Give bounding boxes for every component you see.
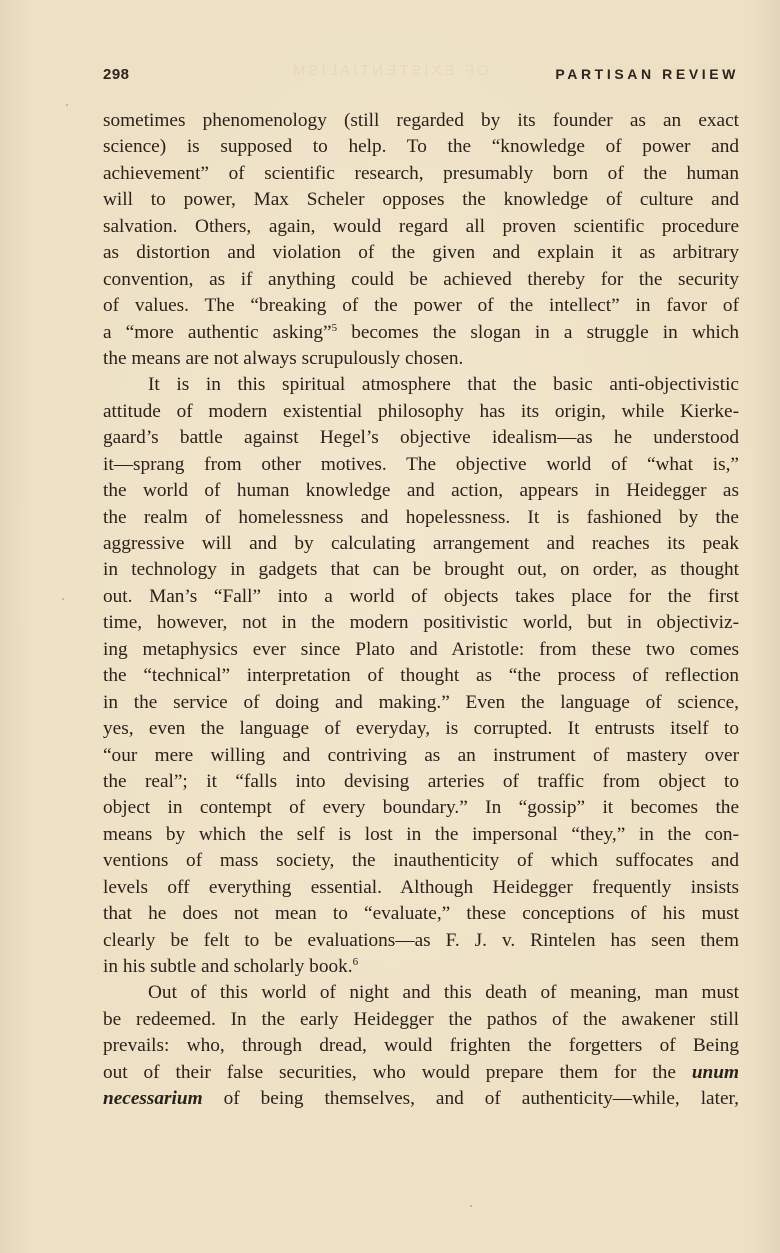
text-line: the world of human knowledge and action, appears in Heidegger as xyxy=(103,480,739,502)
text-line xyxy=(103,320,739,346)
paper-speck xyxy=(62,598,64,600)
text-line xyxy=(103,1086,739,1112)
text-line: convention, as if anything could be achieved thereby for the security xyxy=(103,268,739,290)
text-segment: becomes the slogan in a struggle in which xyxy=(337,321,739,343)
text-line: ing metaphysics ever since Plato and Aristotle: from these two comes xyxy=(103,638,739,660)
text-line: in technology in gadgets that can be brought out, on order, as thought xyxy=(103,559,739,581)
text-line: means by which the self is lost in the impersonal “they,” in the con- xyxy=(103,823,739,845)
text-line: achievement” of scientific research, presumably born of the human xyxy=(103,162,739,184)
text-line: as distortion and violation of the given and explain it as arbitrary xyxy=(103,242,739,264)
body-text xyxy=(103,108,739,1113)
paragraph-start-line: It is in this spiritual atmosphere that the basic anti-objectivistic xyxy=(148,374,739,396)
text-line: of values. The “breaking of the power of the intellect” in favor of xyxy=(103,295,739,317)
paper-speck xyxy=(66,104,68,106)
italic-term: necessarium xyxy=(103,1088,203,1110)
text-line: salvation. Others, again, would regard all proven scientific procedure xyxy=(103,215,739,237)
text-line: be redeemed. In the early Heidegger the pathos of the awakener still xyxy=(103,1008,739,1030)
text-line: out. Man’s “Fall” into a world of objects takes place for the first xyxy=(103,585,739,607)
page-header xyxy=(103,66,739,86)
footnote-ref-5: 5 xyxy=(331,321,338,334)
text-line xyxy=(103,1060,739,1086)
paragraph-start-line: Out of this world of night and this death of meaning, man must xyxy=(148,982,739,1004)
text-line: levels off everything essential. Although Heidegger frequently insists xyxy=(103,876,739,898)
text-line: clearly be felt to be evaluations—as F. J. v. Rintelen has seen them xyxy=(103,929,739,951)
text-line: in the service of doing and making.” Even the language of science, xyxy=(103,691,739,713)
paper-speck xyxy=(470,1205,472,1207)
text-line: the realm of homelessness and hopelessness. It is fashioned by the xyxy=(103,506,739,528)
text-segment: out of their false securities, who would prepare them for the xyxy=(103,1061,676,1083)
text-line: will to power, Max Scheler opposes the knowledge of culture and xyxy=(103,189,739,211)
text-line: the “technical” interpretation of thought as “the process of reflection xyxy=(103,665,739,687)
text-line: aggressive will and by calculating arrangement and reaches its peak xyxy=(103,533,739,554)
text-line: gaard’s battle against Hegel’s objective idealism—as he understood xyxy=(103,427,739,449)
running-head: PARTISAN REVIEW xyxy=(555,66,739,82)
text-segment: in his subtle and scholarly book. xyxy=(103,956,353,977)
text-line: science) is supposed to help. To the “knowledge of power and xyxy=(103,136,739,158)
footnote-ref-6: 6 xyxy=(352,956,359,968)
text-line: prevails: who, through dread, would frighten the forgetters of Being xyxy=(103,1035,739,1057)
text-line: yes, even the language of everyday, is corrupted. It entrusts itself to xyxy=(103,718,739,740)
text-line: attitude of modern existential philosophy has its origin, while Kierke- xyxy=(103,400,739,422)
text-line xyxy=(103,954,739,980)
text-segment: of being themselves, and of authenticity—while, later, xyxy=(202,1088,739,1110)
text-line: the means are not always scrupulously chosen. xyxy=(103,347,464,369)
text-segment: a “more authentic asking” xyxy=(103,321,332,343)
text-line: “our mere willing and contriving as an instrument of mastery over xyxy=(103,744,739,766)
italic-term: unum xyxy=(691,1061,739,1083)
text-line: the real”; it “falls into devising arteries of traffic from object to xyxy=(103,770,739,792)
text-line: time, however, not in the modern positivistic world, but in objectiviz- xyxy=(103,612,739,634)
show-through-text: OF EXISTENTIALISM xyxy=(290,62,489,79)
page-number: 298 xyxy=(103,66,130,83)
text-line: ventions of mass society, the inauthenticity of which suffocates and xyxy=(103,850,739,872)
text-line: it—sprang from other motives. The objective world of “what is,” xyxy=(103,453,739,475)
text-line: that he does not mean to “evaluate,” these conceptions of his must xyxy=(103,903,739,925)
text-line: object in contempt of every boundary.” In “gossip” it becomes the xyxy=(103,797,739,819)
text-line: sometimes phenomenology (still regarded by its founder as an exact xyxy=(103,110,739,131)
